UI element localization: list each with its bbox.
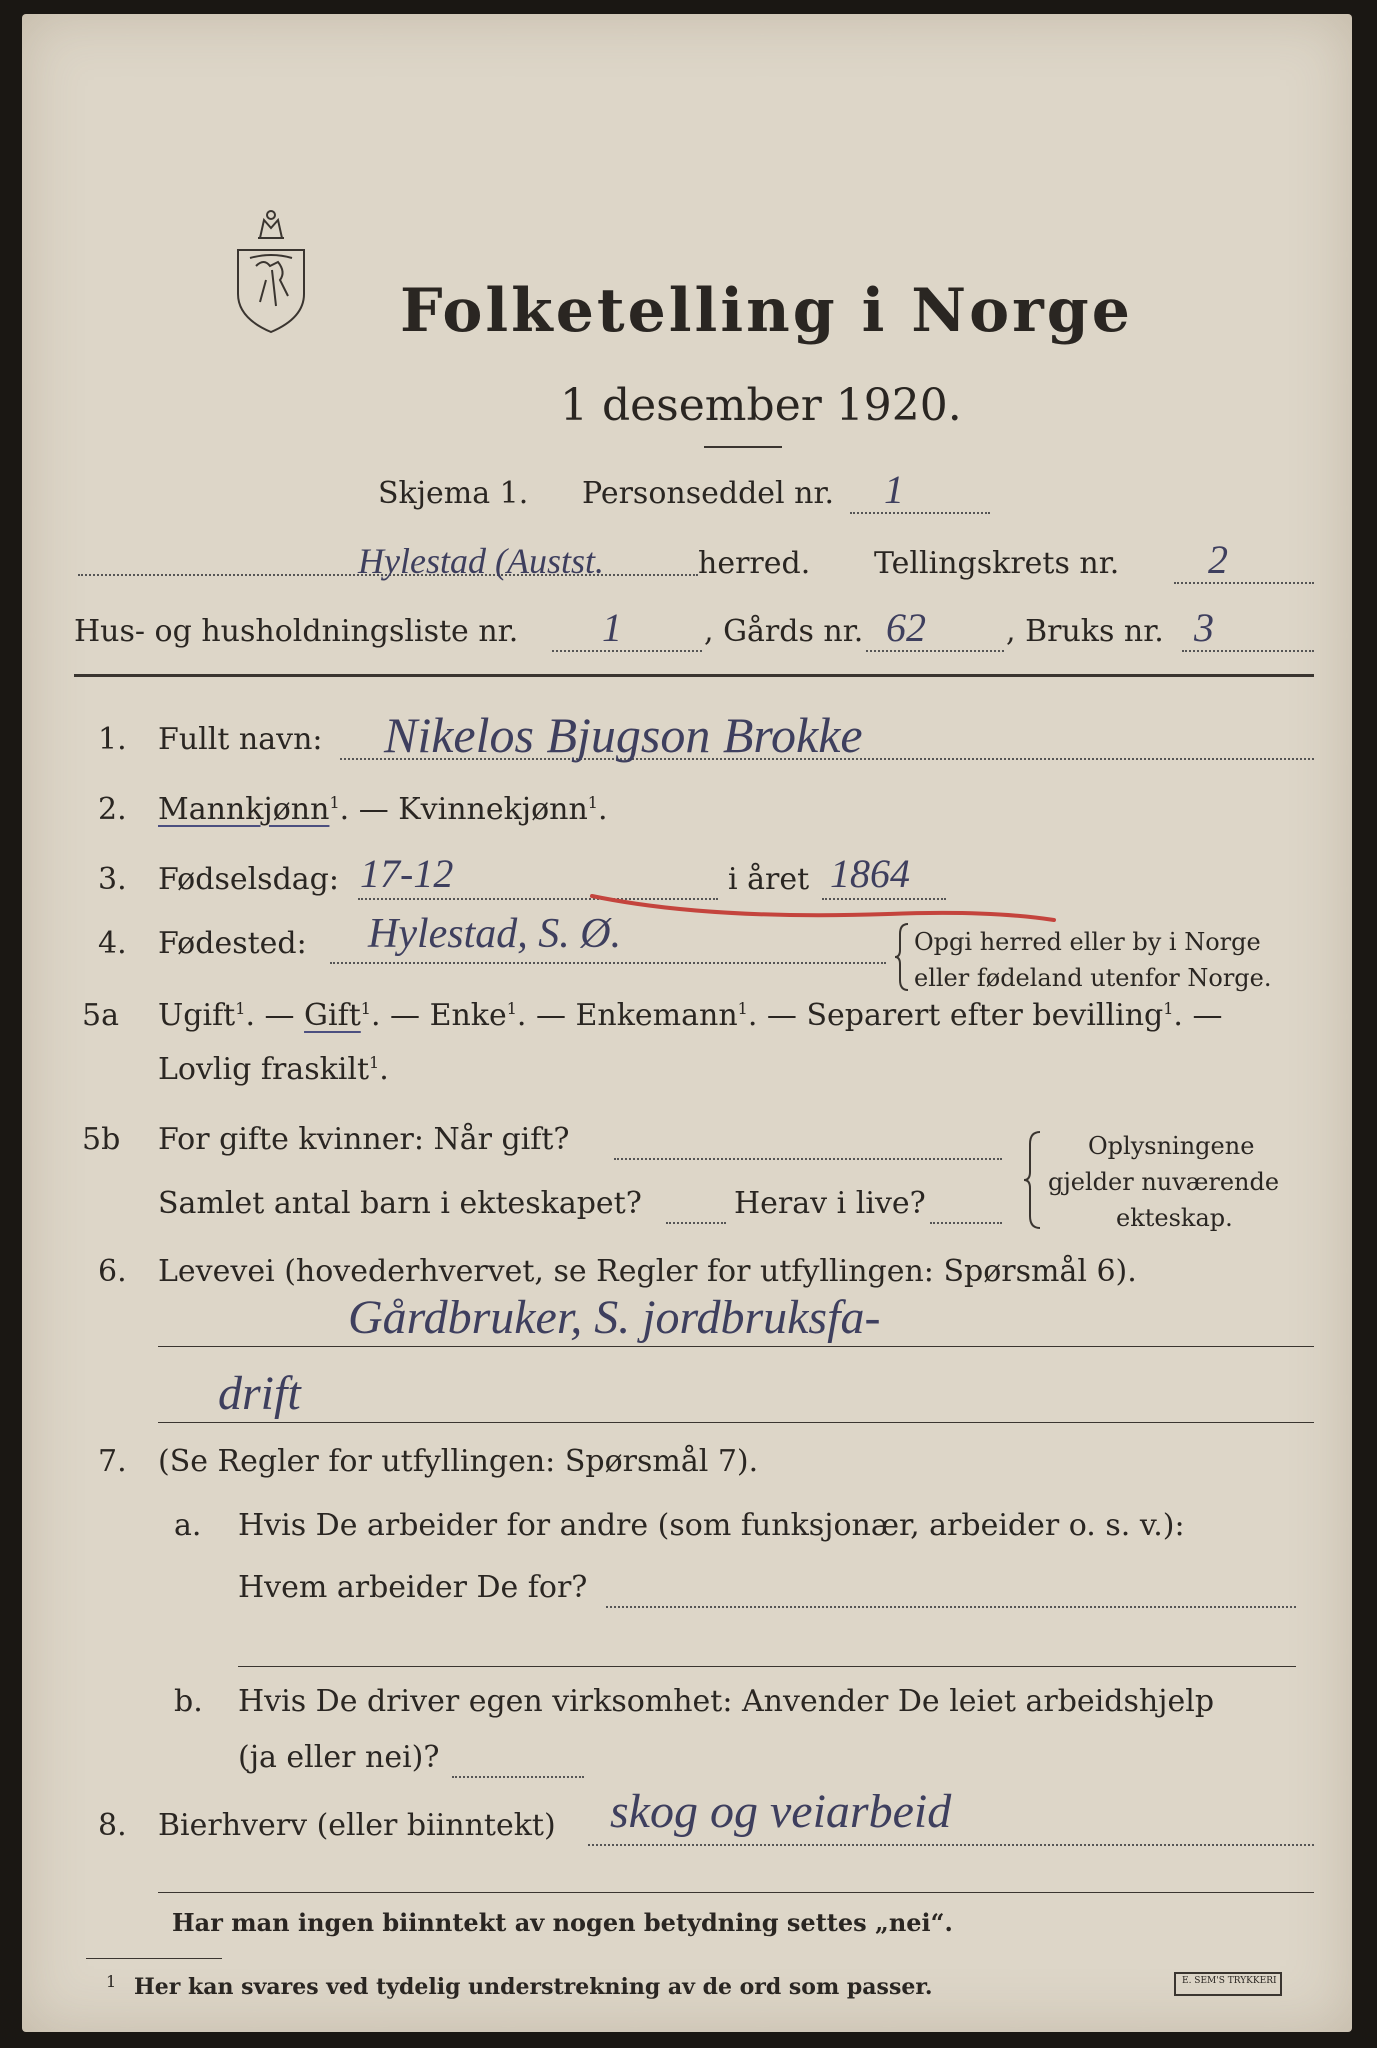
q5b-number: 5b	[82, 1122, 121, 1157]
q7b-question: (ja eller nei)?	[238, 1740, 440, 1775]
marital-status-options: Ugift$^1$. — Gift$^1$. — Enke$^1$. — Enkemann$^1$. — Separert efter bevilling$^1$. —	[158, 998, 1223, 1033]
census-date: 1 desember 1920.	[560, 380, 962, 431]
tellingskrets-label: Tellingskrets nr.	[874, 546, 1120, 581]
footnote-text: Her kan svares ved tydelig understrekning av de ord som passer.	[134, 1974, 933, 2000]
status-separert[interactable]: Separert efter bevilling	[806, 998, 1164, 1033]
q3-number: 3.	[98, 862, 127, 897]
married-when-line	[614, 1158, 1002, 1160]
gender-male-option[interactable]: Mannkjønn	[158, 792, 330, 827]
birthday-value[interactable]: 17-12	[360, 851, 454, 896]
q7a-label: Hvis De arbeider for andre (som funksjonær, arbeider o. s. v.):	[238, 1508, 1185, 1543]
occupation-line-2	[158, 1422, 1314, 1423]
occupation-line-1	[158, 1346, 1314, 1347]
herred-value[interactable]: Hylestad (Austst.	[358, 541, 604, 581]
q2-options: Mannkjønn$^1$. — Kvinnekjønn$^1$.	[158, 792, 608, 827]
full-name-value[interactable]: Nikelos Bjugson Brokke	[384, 707, 863, 763]
no-income-note: Har man ingen biinntekt av nogen betydning settes „nei“.	[172, 1908, 953, 1937]
q4-label: Fødested:	[158, 926, 307, 961]
q8-number: 8.	[98, 1808, 127, 1843]
footnote-mark: 1	[106, 1972, 117, 1991]
footnote-separator	[86, 1958, 222, 1959]
header-separator	[74, 674, 1314, 677]
husliste-line	[552, 650, 702, 652]
status-enke[interactable]: Enke	[429, 998, 507, 1033]
status-lovlig-row: Lovlig fraskilt$^1$.	[158, 1052, 389, 1087]
children-total-line	[666, 1222, 726, 1224]
status-ugift[interactable]: Ugift	[158, 998, 236, 1033]
tellingskrets-line	[1174, 582, 1314, 584]
gards-label: , Gårds nr.	[704, 614, 864, 649]
q7-label: (Se Regler for utfyllingen: Spørsmål 7).	[158, 1444, 759, 1479]
marriage-note-2: gjelder nuværende	[1048, 1168, 1280, 1196]
printer-stamp	[1174, 1972, 1282, 1996]
q6-label: Levevei (hovederhvervet, se Regler for utfyllingen: Spørsmål 6).	[158, 1254, 1137, 1289]
form-title: Folketelling i Norge	[400, 276, 1133, 346]
husliste-label: Hus- og husholdningsliste nr.	[74, 614, 519, 649]
birthplace-value[interactable]: Hylestad, S. Ø.	[368, 911, 622, 957]
marriage-note-3: ekteskap.	[1116, 1204, 1233, 1232]
herred-label: herred.	[698, 546, 811, 581]
husliste-value[interactable]: 1	[602, 605, 622, 650]
birth-year-value[interactable]: 1864	[830, 851, 910, 896]
side-income-line	[588, 1844, 1314, 1846]
children-alive-line	[930, 1222, 1002, 1224]
personseddel-label: Personseddel nr.	[582, 476, 835, 511]
q7b-number: b.	[174, 1684, 203, 1719]
status-gift[interactable]: Gift	[304, 998, 361, 1033]
side-income-line-2	[158, 1892, 1314, 1893]
employer-line-2	[238, 1666, 1296, 1667]
employer-line-1	[606, 1606, 1296, 1608]
red-pencil-stroke	[588, 890, 1058, 930]
schema-label: Skjema 1.	[378, 476, 529, 511]
personseddel-line	[850, 512, 990, 514]
marriage-note-1: Oplysningene	[1088, 1132, 1255, 1160]
status-enkemann[interactable]: Enkemann	[575, 998, 738, 1033]
q8-label: Bierhverv (eller biinntekt)	[158, 1808, 556, 1843]
q6-number: 6.	[98, 1254, 127, 1289]
gender-female-option[interactable]: Kvinnekjønn	[398, 792, 588, 827]
tellingskrets-value[interactable]: 2	[1208, 537, 1228, 582]
q5a-number: 5a	[82, 998, 119, 1033]
children-alive-label: Herav i live?	[734, 1186, 926, 1221]
brace-icon-5b	[1022, 1130, 1042, 1230]
birthplace-note-2: eller fødeland utenfor Norge.	[914, 964, 1272, 992]
q7-number: 7.	[98, 1444, 127, 1479]
norwegian-coat-of-arms-icon	[230, 206, 312, 336]
hired-help-line	[452, 1776, 584, 1778]
q3-label: Fødselsdag:	[158, 862, 339, 897]
birth-year-label: i året	[728, 862, 810, 897]
children-total-label: Samlet antal barn i ekteskapet?	[158, 1186, 642, 1221]
title-divider	[704, 446, 782, 448]
side-income-value[interactable]: skog og veiarbeid	[610, 1785, 952, 1838]
occupation-value-2[interactable]: drift	[218, 1367, 301, 1420]
census-form-sheet	[22, 14, 1352, 2032]
bruks-label: , Bruks nr.	[1006, 614, 1164, 649]
q2-number: 2.	[98, 792, 127, 827]
personseddel-value[interactable]: 1	[884, 467, 904, 512]
birthplace-note-1: Opgi herred eller by i Norge	[914, 928, 1261, 956]
gards-value[interactable]: 62	[886, 605, 926, 650]
q7a-number: a.	[174, 1508, 202, 1543]
q7b-label: Hvis De driver egen virksomhet: Anvender De leiet arbeidshjelp	[238, 1684, 1215, 1719]
birthplace-line	[330, 962, 886, 964]
q7a-question: Hvem arbeider De for?	[238, 1570, 588, 1605]
married-when-label: For gifte kvinner: Når gift?	[158, 1122, 570, 1157]
brace-icon	[894, 922, 910, 992]
bruks-value[interactable]: 3	[1194, 605, 1214, 650]
q1-label: Fullt navn:	[158, 722, 323, 757]
occupation-value-1[interactable]: Gårdbruker, S. jordbruksfa-	[348, 1291, 881, 1344]
status-lovlig-fraskilt[interactable]: Lovlig fraskilt	[158, 1052, 370, 1087]
q4-number: 4.	[98, 926, 127, 961]
q1-number: 1.	[98, 722, 127, 757]
printer-stamp-text: E. SEM'S TRYKKERI	[1182, 1976, 1277, 1986]
